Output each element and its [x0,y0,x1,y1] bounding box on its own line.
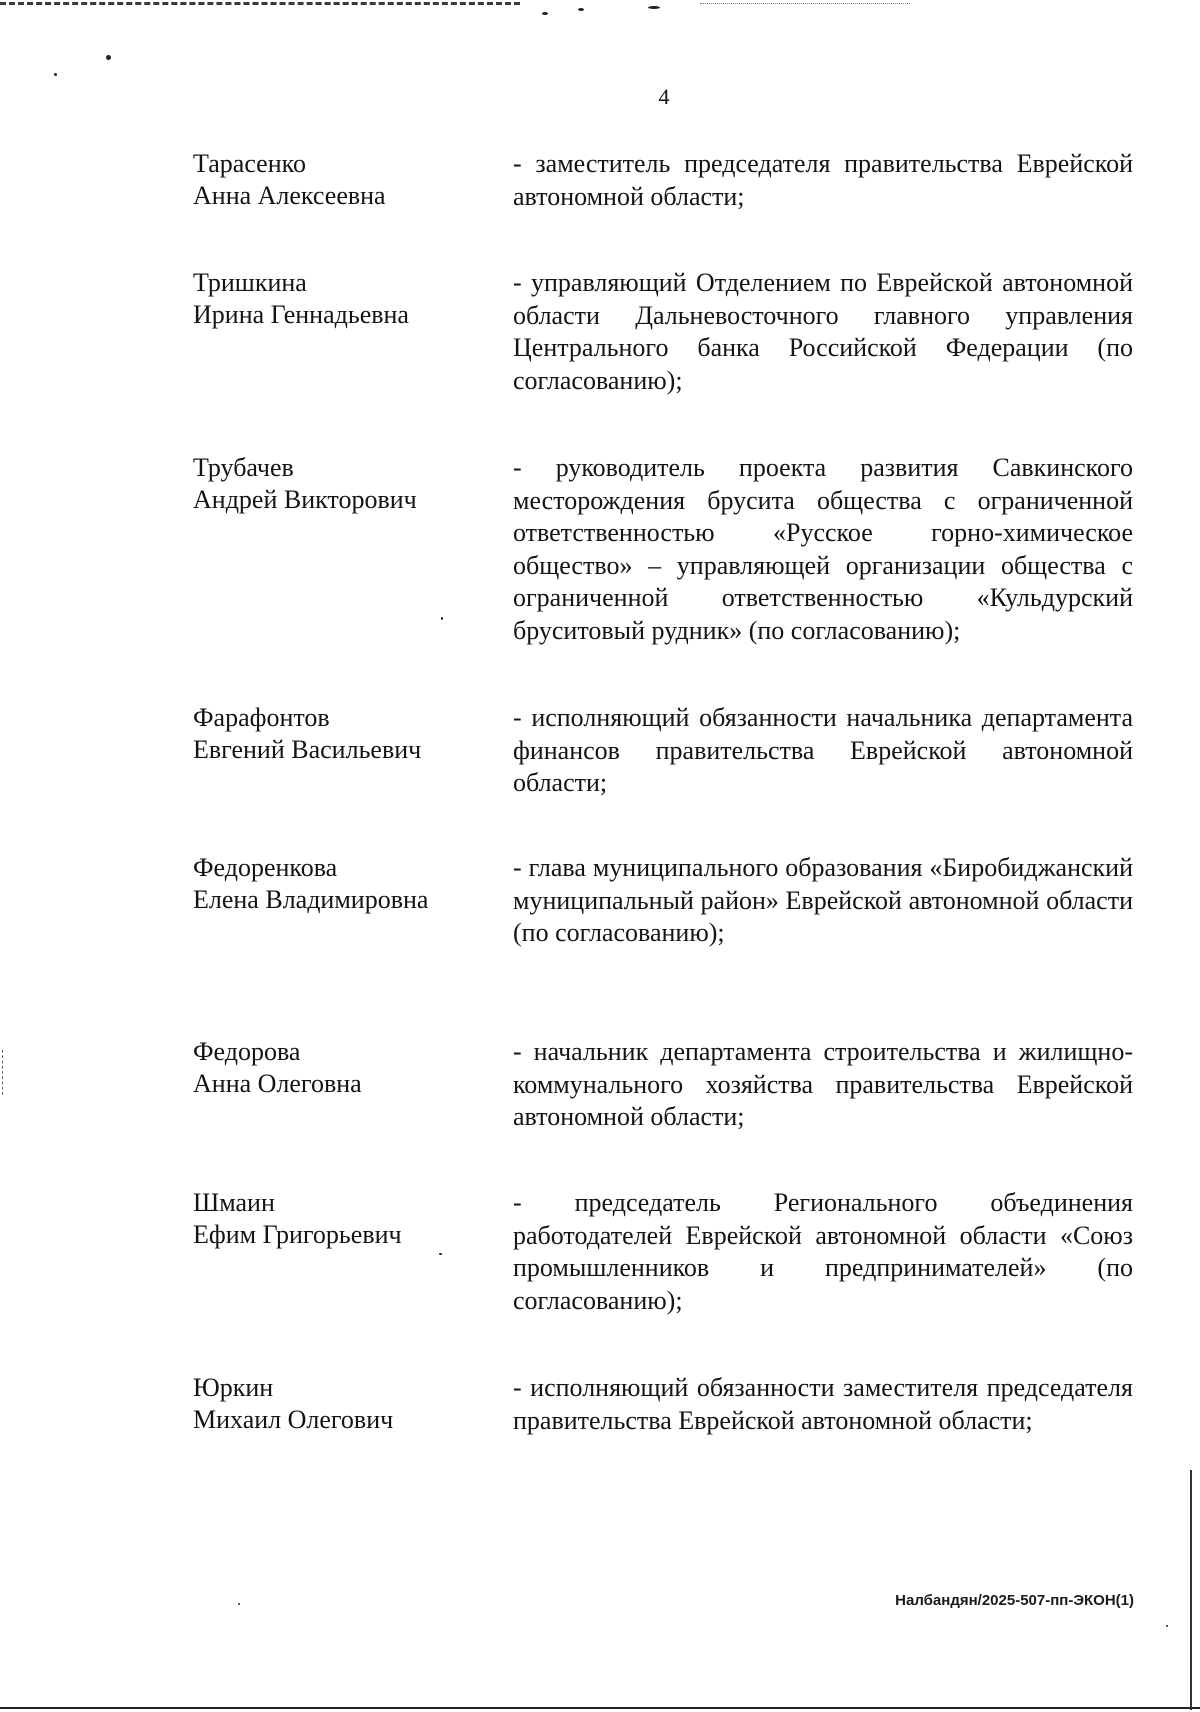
member-name [193,267,493,331]
member-role: - исполняющий обязанности начальника департамента финансов правительства Еврейской автономной области; [513,703,1133,797]
member-role: - руководитель проекта развития Савкинского месторождения брусита общества с ограниченной ответственностью «Русское горно-химическое общество» – управляющей организации общества с ограниченной ответственностью «Кульдурский бруситовый рудник» (по согласованию); [513,453,1133,645]
member-given-names: Анна Алексеевна [193,181,386,210]
member-surname: Федорова [193,1037,301,1066]
member-role: - начальник департамента строительства и жилищно-коммунального хозяйства правительства Еврейской автономной области; [513,1037,1133,1131]
member-name [193,852,493,916]
member-name [193,452,493,516]
member-surname: Тришкина [193,268,307,297]
member-name [193,148,493,212]
page-number: 4 [658,84,670,109]
member-role: - заместитель председателя правительства Еврейской автономной области; [513,149,1133,211]
member-role: - управляющий Отделением по Еврейской автономной области Дальневосточного главного управления Центрального банка Российской Федерации (по согласованию); [513,268,1133,395]
member-given-names: Андрей Викторович [193,485,417,514]
member-given-names: Евгений Васильевич [193,735,422,764]
member-surname: Федоренкова [193,853,338,882]
member-given-names: Анна Олеговна [193,1069,362,1098]
member-given-names: Ирина Геннадьевна [193,300,409,329]
document-registration-code: Налбандян/2025-507-пп-ЭКОН(1) [895,1592,1134,1609]
member-surname: Фарафонтов [193,703,330,732]
member-name [193,1372,493,1436]
member-name [193,702,493,766]
member-name [193,1036,493,1100]
member-given-names: Михаил Олегович [193,1405,394,1434]
member-surname: Юркин [193,1373,274,1402]
member-surname: Трубачев [193,453,294,482]
member-given-names: Ефим Григорьевич [193,1220,402,1249]
member-surname: Шмаин [193,1188,275,1217]
member-given-names: Елена Владимировна [193,885,429,914]
member-surname: Тарасенко [193,149,306,178]
member-name [193,1187,493,1251]
member-role: - исполняющий обязанности заместителя председателя правительства Еврейской автономной области; [513,1373,1133,1435]
member-role: - глава муниципального образования «Биробиджанский муниципальный район» Еврейской автономной области (по согласованию); [513,853,1133,947]
member-role: - председатель Регионального объединения работодателей Еврейской автономной области «Союз промышленников и предпринимателей» (по согласованию); [513,1188,1133,1315]
